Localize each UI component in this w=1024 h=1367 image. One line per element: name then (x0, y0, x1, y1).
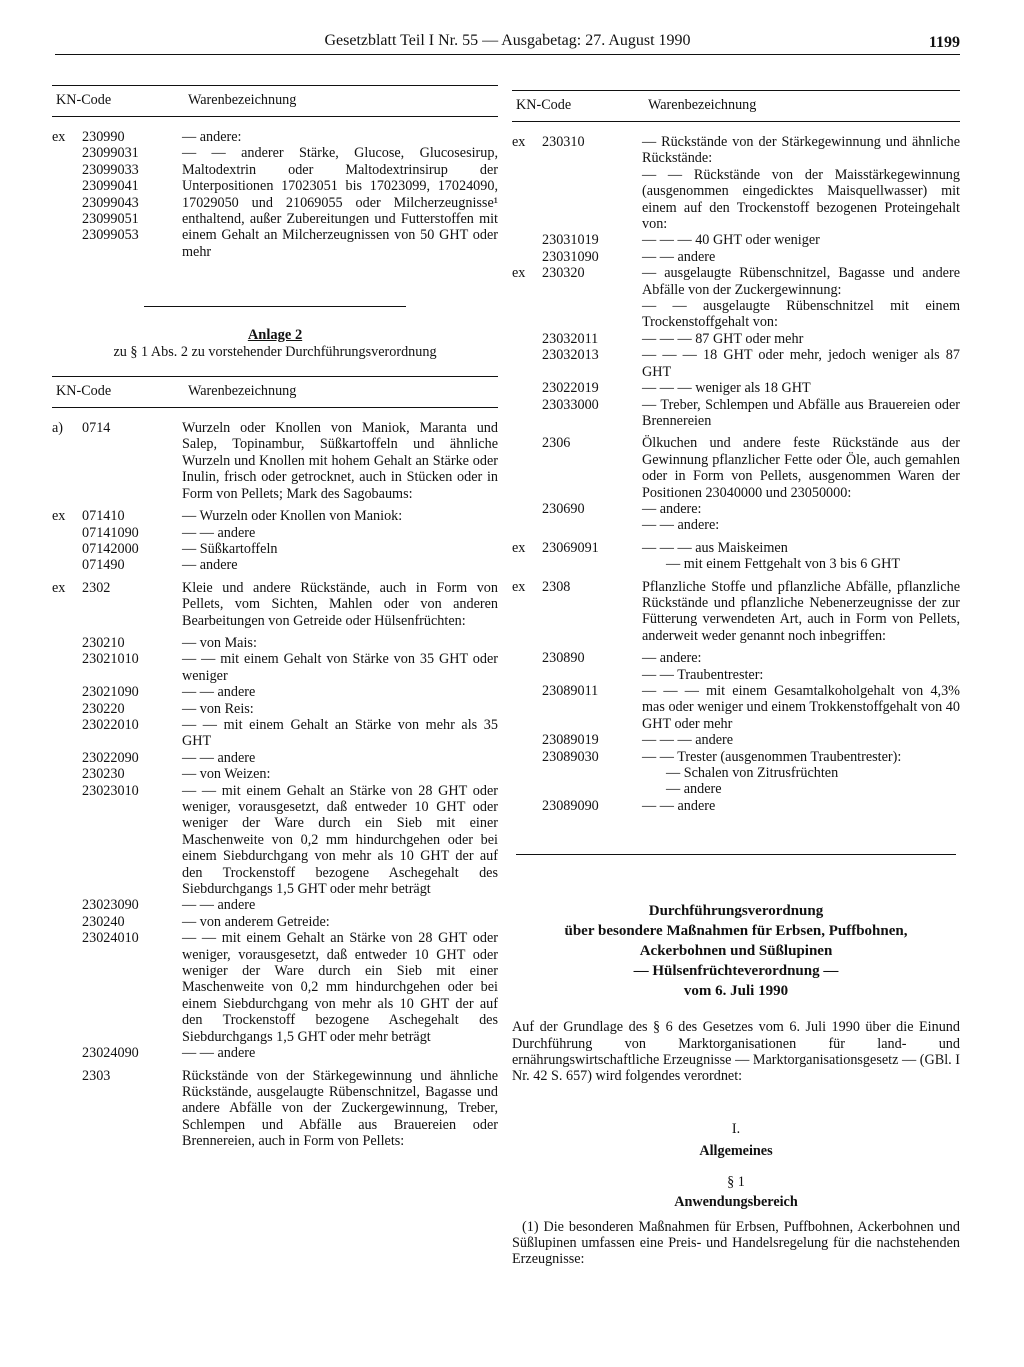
table-row (512, 683, 960, 732)
ex-marker (52, 541, 82, 557)
chapter-number: I. (731, 1120, 741, 1137)
table-row (512, 435, 960, 501)
ex-marker (512, 501, 542, 517)
ex-marker (512, 167, 542, 233)
preamble: Auf der Grundlage des § 6 des Gesetzes vom 6. Juli 1990 über die Einund Durchführung von Marktorganisationen für land- und ernährungswirtschaftliche Erzeugnisse — Marktorganisationsgesetz — (GBl. I Nr. 42 S. 657) wird folgendes verordnet: (512, 1019, 960, 1085)
kn-code: 23089019 (542, 732, 599, 749)
warenbezeichnung: — — andere: (642, 517, 720, 534)
warenbezeichnung: — ausgelaugte Rübenschnitzel, Bagasse und andere Abfälle von der Zuckergewinnung: (642, 265, 960, 298)
table-row (512, 650, 960, 666)
warenbezeichnung: — — andere (642, 248, 716, 265)
kn-code: 23023090 (82, 897, 139, 914)
kn-code-header: KN-Code (56, 92, 112, 108)
ex-marker (512, 732, 542, 748)
kn-code: 2302 (82, 579, 111, 596)
ex-marker (52, 766, 82, 782)
table-row (512, 579, 960, 645)
ex-marker: ex (52, 579, 66, 596)
right-table (512, 134, 960, 814)
ex-marker (52, 1068, 82, 1150)
kn-code (542, 517, 642, 533)
ex-marker (512, 298, 542, 331)
ex-marker (512, 650, 542, 666)
kn-code: 23022090 (82, 749, 139, 766)
warenbezeichnung: — — andere (182, 684, 256, 701)
ex-marker (52, 684, 82, 700)
ex-marker (52, 717, 82, 750)
warenbezeichnung: — — Trester (ausgenommen Traubentrester): (642, 748, 902, 765)
verordnung-title-line: — Hülsenfrüchteverordnung — (633, 963, 839, 980)
warenbezeichnung: — — anderer Stärke, Glucose, Glucosesirup, Maltodextrin oder Maltodextrinsirup der Unterpositionen 17023051 bis 17023099, 17024090, 17029050 und 21069055 oder Milcherzeugnisse¹ enthaltend, außer Zubereitungen und Futterstoffen mit einem Gehalt an Milcherzeugnissen von 50 GHT oder mehr (182, 145, 498, 260)
warenbezeichnung: Rückstände von der Stärkegewinnung und ähnliche Rückstände, ausgelaugte Rübenschnitzel, Bagasse und andere Abfälle von der Zuckergewinnung, Treber, Schlempen und Abfälle aus Brauereien oder Brennereien, auch in Form von Pellets: (182, 1067, 498, 1150)
kn-code: 071410 (82, 508, 125, 525)
verordnung-title-line: über besondere Maßnahmen für Erbsen, Puffbohnen, (564, 923, 908, 940)
warenbezeichnung-header: Warenbezeichnung (188, 383, 297, 400)
kn-code: 230240 (82, 913, 125, 930)
kn-code: 23024010 (82, 930, 139, 947)
ex-marker (512, 397, 542, 430)
kn-code-header: KN-Code (56, 383, 112, 400)
warenbezeichnung: — Wurzeln oder Knollen von Maniok: (182, 508, 403, 525)
paragraph-text: (1) Die besonderen Maßnahmen für Erbsen, Puffbohnen, Ackerbohnen und Süßlupinen umfassen eine Preis- und Handelsregelung für die nachstehenden Erzeugnisse: (512, 1218, 960, 1268)
table-row (512, 298, 960, 331)
table-row (52, 1045, 498, 1061)
warenbezeichnung: — — — 87 GHT oder mehr (642, 330, 804, 347)
ex-marker (52, 783, 82, 898)
warenbezeichnung: — — andere (182, 749, 256, 766)
kn-code: 230890 (542, 650, 585, 667)
kn-code: 23024090 (82, 1045, 139, 1062)
ex-marker (512, 249, 542, 265)
kn-code: 071490 (82, 557, 125, 574)
warenbezeichnung: — andere (182, 557, 238, 574)
kn-code (542, 298, 642, 331)
gazette-title: Gesetzblatt Teil I Nr. 55 — Ausgabetag: 27. August 1990 (324, 32, 691, 49)
warenbezeichnung: — — — aus Maiskeimen (642, 539, 788, 556)
warenbezeichnung: — — mit einem Gehalt an Stärke von 28 GHT oder weniger, vorausgesetzt, daß entweder 10 GHT oder weniger der Ware durch ein Sieb mit einer Maschenweite von 0,2 mm hindurchgehen oder bei einem Siebdurchgang von mehr als 10 GHT der auf den Trockenstoff bezogene Aschegehalt des Siebdurchgangs 1,5 GHT oder mehr beträgt (182, 782, 498, 898)
table-row (52, 897, 498, 913)
table-row (52, 580, 498, 629)
ex-marker (52, 914, 82, 930)
warenbezeichnung: — — — andere (642, 732, 734, 749)
warenbezeichnung: — — ausgelaugte Rübenschnitzel mit einem Trockenstoffgehalt von: (642, 298, 960, 331)
warenbezeichnung: — von Reis: (182, 700, 254, 717)
kn-code: 2303 (82, 1067, 111, 1084)
kn-code: 23021010 (82, 651, 139, 668)
kn-code (542, 765, 642, 781)
table-row (52, 129, 498, 145)
table-row (512, 331, 960, 347)
warenbezeichnung: — Rückstände von der Stärkegewinnung und ähnliche Rückstände: (642, 134, 960, 167)
kn-code: 230310 (542, 134, 585, 150)
kn-code: 2306 (542, 435, 571, 452)
warenbezeichnung: — andere: (642, 500, 702, 517)
ex-marker (52, 145, 82, 260)
warenbezeichnung: — — — weniger als 18 GHT (642, 380, 811, 397)
ex-marker: ex (512, 578, 526, 595)
kn-code: 23031090 (542, 248, 599, 265)
chapter-title: Allgemeines (699, 1143, 773, 1160)
warenbezeichnung: — — — 40 GHT oder weniger (642, 232, 820, 249)
table-row (512, 556, 960, 572)
warenbezeichnung: Pflanzliche Stoffe und pflanzliche Abfälle, pflanzliche Rückstände und pflanzliche Nebenerzeugnisse der zur Fütterung verwendeten Art, auch in Form von Pellets, anderweit weder genannt noch inbegriffen: (642, 578, 960, 644)
kn-code: 230990 (82, 129, 125, 145)
warenbezeichnung: — andere (666, 781, 722, 798)
ex-marker: ex (512, 539, 526, 556)
table-row (512, 765, 960, 781)
page-number: 1199 (928, 34, 960, 51)
table-row (52, 145, 498, 260)
kn-code: 23032013 (542, 347, 599, 364)
kn-code: 23021090 (82, 684, 139, 701)
warenbezeichnung: — — andere (182, 524, 256, 541)
warenbezeichnung: — von Weizen: (182, 766, 271, 783)
table-row (52, 525, 498, 541)
ex-marker: ex (52, 508, 66, 525)
table-header (512, 90, 960, 122)
warenbezeichnung: — — — 18 GHT oder mehr, jedoch weniger als 87 GHT (642, 347, 960, 380)
table-row (52, 651, 498, 684)
warenbezeichnung: Kleie und andere Rückstände, auch in Form von Pellets, vom Sichten, Mahlen oder von anderen Bearbeitungen von Getreide oder Hülsenfrüchten: (182, 579, 498, 629)
verordnung-date: vom 6. Juli 1990 (683, 983, 789, 1000)
kn-code: 230230 (82, 766, 125, 783)
left-table-2 (52, 420, 498, 1149)
right-column (512, 90, 960, 1268)
kn-code: 07141090 (82, 524, 139, 541)
ex-marker (52, 557, 82, 573)
verordnung-title-line: Durchführungsverordnung (648, 903, 824, 920)
ex-marker (512, 517, 542, 533)
table-row (52, 750, 498, 766)
ex-marker (512, 556, 542, 572)
kn-code: 230210 (82, 634, 125, 651)
table-row (512, 249, 960, 265)
ex-marker (512, 380, 542, 396)
warenbezeichnung: — — mit einem Gehalt von Stärke von 35 GHT oder weniger (182, 651, 498, 684)
ex-marker: ex (52, 129, 66, 145)
warenbezeichnung: — — — mit einem Gesamtalkoholgehalt von 4,3% mas oder weniger und einem Trokkenstoffgehalt von 40 GHT oder mehr (642, 683, 960, 732)
kn-code: 23089011 (542, 683, 599, 699)
ex-marker (512, 765, 542, 781)
kn-code: 23099031 23099033 23099041 23099043 23099051 23099053 (82, 145, 139, 244)
kn-code: 230220 (82, 700, 125, 717)
kn-code: 23022010 (82, 716, 139, 733)
anlage-subtitle: zu § 1 Abs. 2 zu vorstehender Durchführungsverordnung (113, 343, 437, 360)
warenbezeichnung: — — andere (182, 897, 256, 914)
kn-code (542, 167, 642, 233)
kn-code: 230320 (542, 265, 585, 282)
kn-code: 23032011 (542, 330, 599, 347)
table-row (52, 557, 498, 573)
header-rule (55, 54, 960, 55)
page-header (55, 32, 960, 62)
warenbezeichnung: — Süßkartoffeln (182, 540, 278, 557)
table-row (512, 667, 960, 683)
table-row (512, 732, 960, 748)
table-row (512, 501, 960, 517)
warenbezeichnung: — — Traubentrester: (642, 666, 764, 683)
kn-code: 23089030 (542, 748, 599, 765)
ex-marker (52, 651, 82, 684)
verordnung-title-line: Ackerbohnen und Süßlupinen (639, 943, 833, 960)
warenbezeichnung-header: Warenbezeichnung (188, 92, 297, 108)
ex-marker (512, 435, 542, 501)
anlage-title: Anlage 2 (247, 327, 303, 344)
warenbezeichnung: — andere: (182, 129, 242, 145)
table-row (52, 635, 498, 651)
table-header (52, 376, 498, 408)
table-row (512, 397, 960, 430)
kn-code: 23069091 (542, 539, 599, 556)
warenbezeichnung: — mit einem Fettgehalt von 3 bis 6 GHT (666, 556, 901, 573)
ex-marker (52, 750, 82, 766)
kn-code: 23023010 (82, 782, 139, 799)
kn-code: 23089090 (542, 797, 599, 814)
table-row (52, 717, 498, 750)
table-row (52, 701, 498, 717)
ex-marker (512, 347, 542, 380)
ex-marker: a) (52, 420, 64, 437)
table-header (52, 85, 498, 117)
table-row (512, 347, 960, 380)
kn-code-header: KN-Code (516, 97, 572, 113)
table-row (52, 420, 498, 502)
verordnung-title (512, 901, 960, 1001)
ex-marker (512, 331, 542, 347)
warenbezeichnung: — — andere (182, 1045, 256, 1062)
ex-marker (512, 232, 542, 248)
table-row (512, 798, 960, 814)
warenbezeichnung: — von anderem Getreide: (182, 913, 330, 930)
ex-marker (52, 525, 82, 541)
table-row (512, 517, 960, 533)
warenbezeichnung: — andere: (642, 650, 702, 667)
ex-marker (512, 798, 542, 814)
table-row (512, 134, 960, 167)
ex-marker (512, 683, 542, 732)
warenbezeichnung: — Treber, Schlempen und Abfälle aus Brauereien oder Brennereien (642, 396, 960, 429)
ex-marker (52, 930, 82, 1045)
ex-marker (52, 1045, 82, 1061)
ex-marker: ex (512, 265, 526, 282)
kn-code: 23022019 (542, 380, 599, 397)
warenbezeichnung: — — mit einem Gehalt an Stärke von mehr als 35 GHT (182, 716, 498, 750)
table-row (52, 508, 498, 524)
table-row (512, 380, 960, 396)
table-row (512, 265, 960, 298)
ex-marker (512, 781, 542, 797)
left-table-1 (52, 129, 498, 260)
left-column (52, 85, 498, 1150)
warenbezeichnung: — Schalen von Zitrusfrüchten (666, 765, 839, 782)
kn-code: 23031019 (542, 232, 599, 249)
warenbezeichnung: Wurzeln oder Knollen von Maniok, Maranta und Salep, Topinambur, Süßkartoffeln und ähnliche Wurzeln und Knollen mit hohem Gehalt an Stärke oder Inulin, frisch oder getrocknet, auch in Stücken oder in Form von Pellets; Mark des Sagobaums: (182, 420, 498, 502)
table-row (52, 1068, 498, 1150)
warenbezeichnung-header: Warenbezeichnung (648, 97, 757, 113)
table-row (52, 783, 498, 898)
paragraph-number: § 1 (727, 1173, 745, 1190)
kn-code: 07142000 (82, 540, 139, 557)
warenbezeichnung: — — Rückstände von der Maisstärkegewinnung (ausgenommen eingedicktes Maisquellwasser) mit einem auf den Trockenstoff bezogenen Proteingehalt von: (642, 166, 960, 233)
ex-marker (52, 701, 82, 717)
table-row (52, 541, 498, 557)
kn-code: 2308 (542, 578, 571, 595)
kn-code: 0714 (82, 420, 111, 437)
kn-code: 230690 (542, 500, 585, 517)
table-row (52, 930, 498, 1045)
ex-marker (512, 667, 542, 683)
kn-code: 23033000 (542, 396, 599, 413)
warenbezeichnung: — von Mais: (182, 634, 257, 651)
warenbezeichnung: — — mit einem Gehalt an Stärke von 28 GHT oder weniger, vorausgesetzt, daß entweder 10 GHT oder weniger der Ware durch ein Sieb mit einer Maschenweite von 0,2 mm hindurchgehen oder bei einem Siebdurchgang von mehr als 10 GHT der auf den Trockenstoff bezogene Aschegehalt des Siebdurchgangs 1,5 GHT oder mehr beträgt (182, 930, 498, 1045)
kn-code (542, 781, 642, 797)
ex-marker (512, 749, 542, 765)
paragraph-title: Anwendungsbereich (674, 1194, 798, 1211)
table-row (512, 540, 960, 556)
warenbezeichnung: — — andere (642, 797, 716, 814)
ex-marker: ex (512, 134, 526, 150)
ex-marker (52, 635, 82, 651)
table-row (512, 781, 960, 797)
table-row (52, 684, 498, 700)
kn-code (542, 556, 642, 572)
table-row (52, 766, 498, 782)
table-row (512, 232, 960, 248)
table-row (52, 914, 498, 930)
warenbezeichnung: Ölkuchen und andere feste Rückstände aus der Gewinnung pflanzlicher Fette oder Öle, auch gemahlen oder in Form von Pellets, ausgenommen Waren der Positionen 23040000 und 23050000: (642, 435, 960, 501)
table-row (512, 167, 960, 233)
table-row (512, 749, 960, 765)
kn-code (542, 667, 642, 683)
ex-marker (52, 897, 82, 913)
